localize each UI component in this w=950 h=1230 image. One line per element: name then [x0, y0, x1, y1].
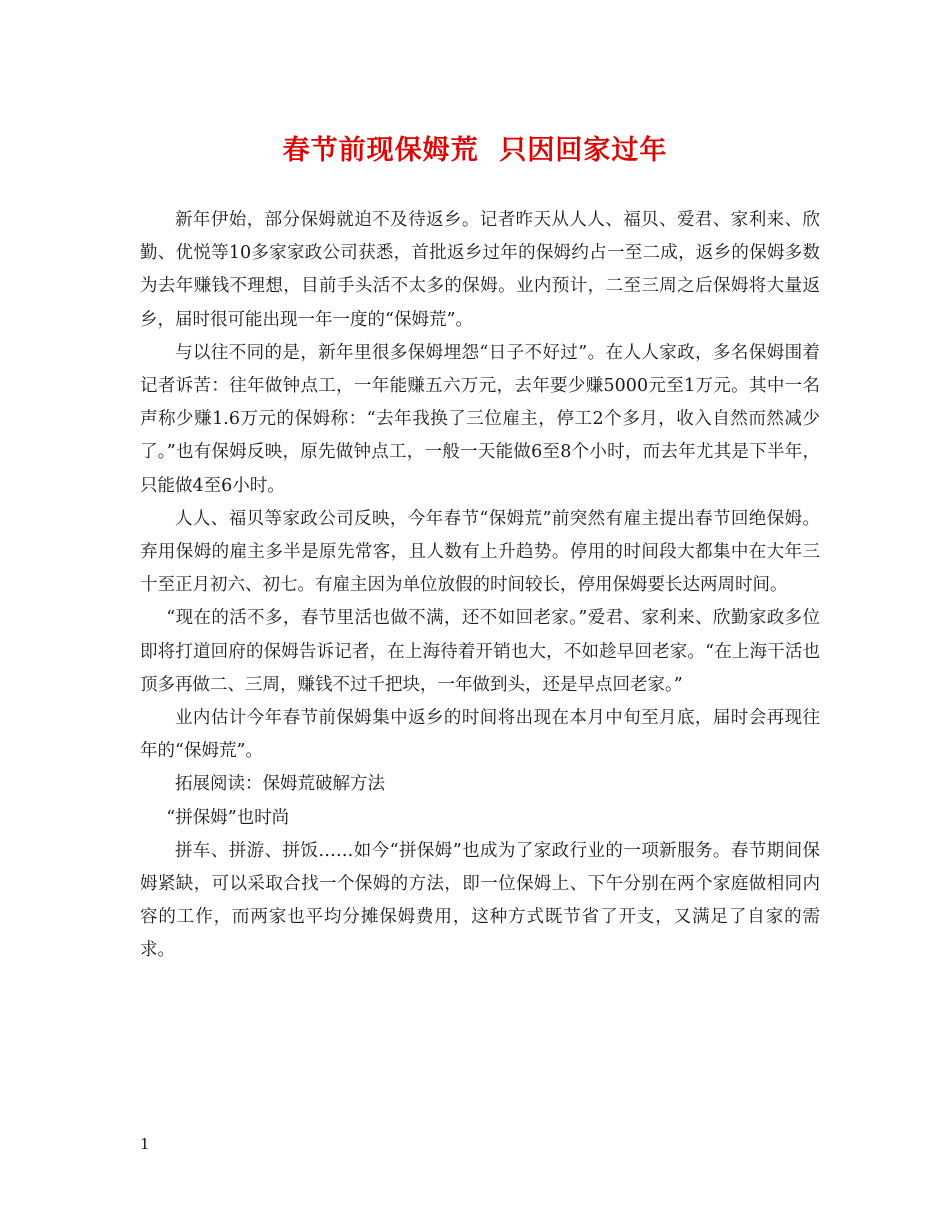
subsection-heading: “拼保姆”也时尚 — [166, 807, 290, 828]
paragraph: 新年伊始，部分保姆就迫不及待返乡。记者昨天从人人、福贝、爱君、家利来、欣勤、优悦等10多家家政公司获悉，首批返乡过年的保姆约占一至二成，返乡的保姆多数为去年赚钱不理想，目前手头活不太多的保姆。业内预计，二至三周之后保姆将大量返乡，届时很可能出现一年一度的“保姆荒”。 — [140, 210, 820, 330]
page-number: 1 — [140, 1135, 150, 1153]
section-heading: 拓展阅读：保姆荒破解方法 — [175, 774, 385, 795]
paragraph: 业内估计今年春节前保姆集中返乡的时间将出现在本月中旬至月底，届时会再现往年的“保姆荒”。 — [140, 708, 820, 762]
paragraph: 拼车、拼游、拼饭……如今“拼保姆”也成为了家政行业的一项新服务。春节期间保姆紧缺，可以采取合找一个保姆的方法，即一位保姆上、下午分别在两个家庭做相同内容的工作，而两家也平均分摊保姆费用，这种方式既节省了开支，又满足了自家的需求。 — [140, 840, 820, 961]
paragraph: 与以往不同的是，新年里很多保姆埋怨“日子不好过”。在人人家政，多名保姆围着记者诉苦：往年做钟点工，一年能赚五六万元，去年要少赚5000元至1万元。其中一名声称少赚1.6万元的保姆称：“去年我换了三位雇主，停工2个多月，收入自然而然减少了。”也有保姆反映，原先做钟点工，一般一天能做6至8个小时，而去年尤其是下半年，只能做4至6小时。 — [140, 342, 820, 496]
document-title: 春节前现保姆荒 只因回家过年 — [282, 135, 668, 166]
paragraph: 人人、福贝等家政公司反映，今年春节“保姆荒”前突然有雇主提出春节回绝保姆。弃用保姆的雇主多半是原先常客，且人数有上升趋势。停用的时间段大都集中在大年三十至正月初六、初七。有雇主因为单位放假的时间较长，停用保姆要长达两周时间。 — [140, 508, 820, 596]
document-body — [140, 204, 820, 968]
paragraph: “现在的活不多，春节里活也做不满，还不如回老家。”爱君、家利来、欣勤家政多位即将打道回府的保姆告诉记者，在上海待着开销也大，不如趁早回老家。“在上海干活也顶多再做二、三周，赚钱不过千把块，一年做到头，还是早点回老家。” — [140, 608, 820, 695]
